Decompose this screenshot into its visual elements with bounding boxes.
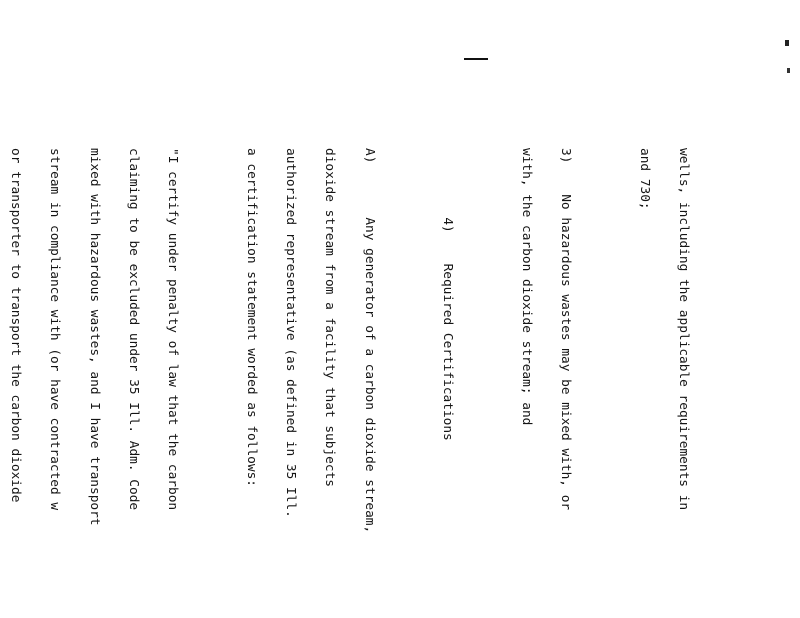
- text-line: and 730;: [636, 148, 652, 210]
- text-line: dioxide stream from a facility that subjects: [322, 148, 338, 487]
- page-header-rule: [464, 58, 488, 60]
- blank-line: [205, 148, 218, 618]
- scan-speck: [785, 40, 789, 46]
- rotated-text-block: [0, 148, 716, 618]
- text-line: mixed with hazardous wastes, and I have transport: [86, 148, 102, 526]
- text-line: "I certify under penalty of law that the carbon: [165, 148, 181, 511]
- text-line: wells, including the applicable requirements in: [675, 148, 691, 511]
- section-heading: 4) Required Certifications: [440, 148, 456, 441]
- text-line: a certification statement worded as follows:: [243, 148, 259, 487]
- text-line: 3) No hazardous wastes may be mixed with, or: [557, 148, 573, 511]
- blank-line: [480, 148, 493, 618]
- blank-line: [402, 148, 415, 618]
- text-line: authorized representative (as defined in 35 Ill.: [283, 148, 298, 518]
- text-line: with, the carbon dioxide stream; and: [518, 148, 534, 426]
- text-line: or transporter to transport the carbon dioxide: [8, 148, 24, 503]
- scan-speck: [787, 68, 790, 73]
- text-line: stream in compliance with (or have contracted w: [47, 148, 63, 511]
- text-line: claiming to be excluded under 35 Ill. Adm. Code: [125, 148, 141, 511]
- text-line: A) Any generator of a carbon dioxide stream,: [361, 148, 377, 534]
- blank-line: [598, 148, 611, 618]
